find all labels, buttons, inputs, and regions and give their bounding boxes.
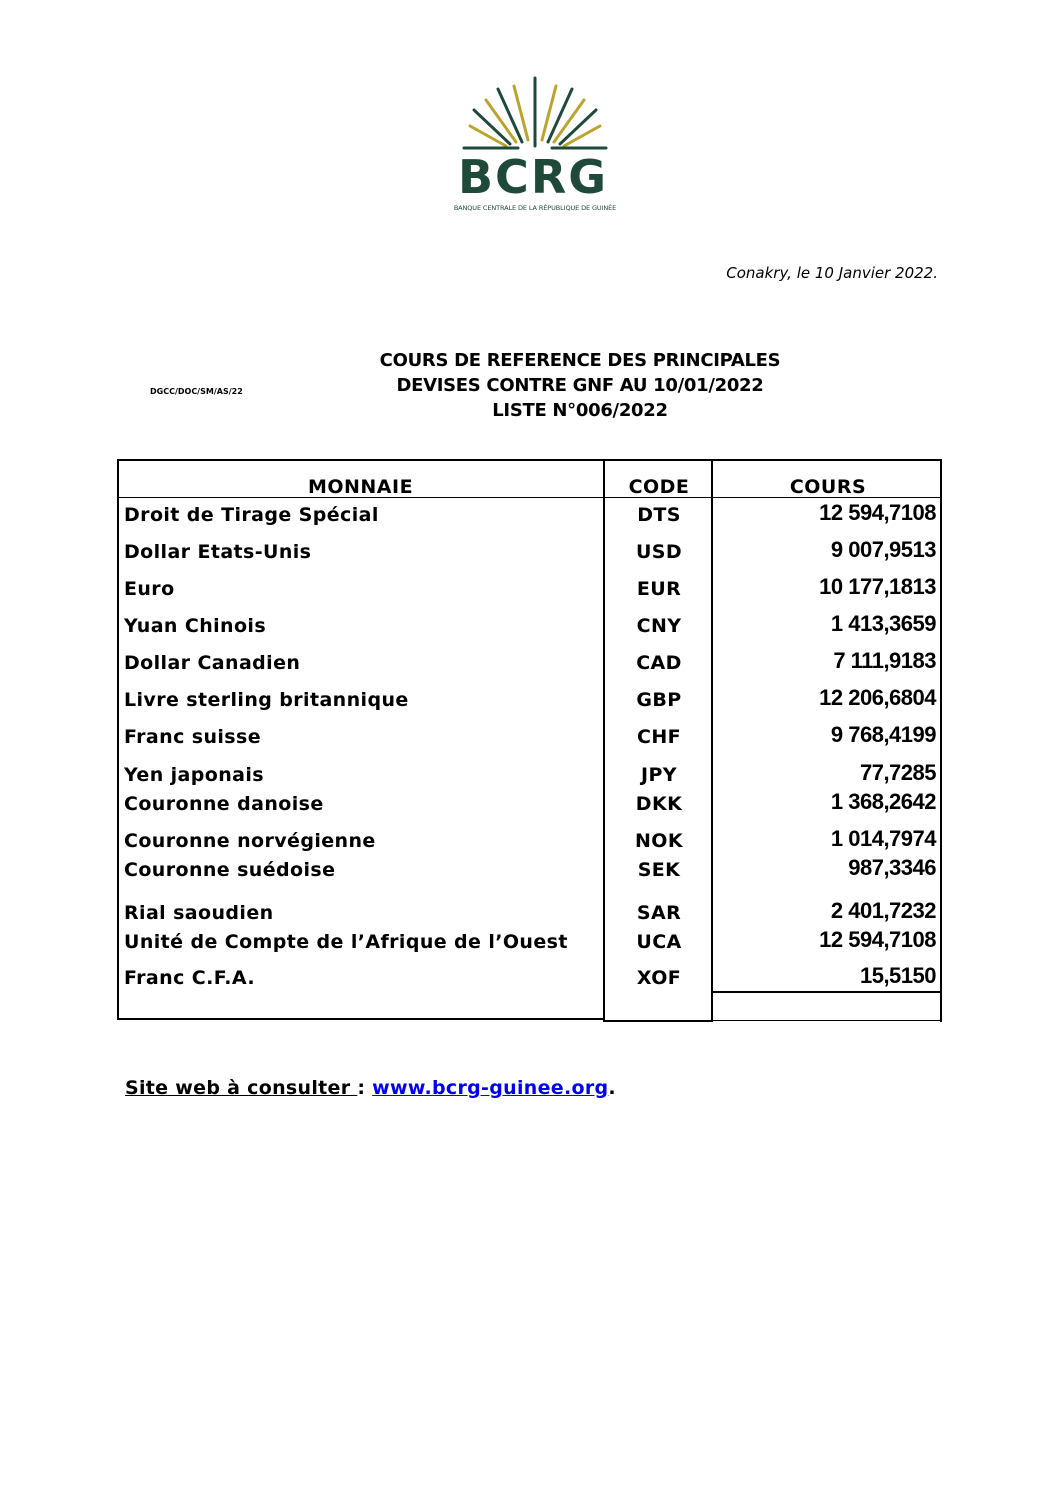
cell-cours: 9 007,9513 xyxy=(830,537,936,562)
cell-cours: 1 413,3659 xyxy=(830,611,936,636)
cell-monnaie: Droit de Tirage Spécial xyxy=(124,504,379,526)
cell-monnaie: Rial saoudien xyxy=(124,902,274,924)
cell-cours: 10 177,1813 xyxy=(819,574,936,599)
cell-code: SEK xyxy=(637,859,681,881)
cours-bottom-line xyxy=(712,1020,942,1021)
cell-monnaie: Couronne danoise xyxy=(124,793,324,815)
cell-cours: 2 401,7232 xyxy=(830,898,936,923)
table-row xyxy=(0,855,1058,883)
cell-code: JPY xyxy=(641,764,677,786)
cell-code: DTS xyxy=(637,504,681,526)
cell-cours: 15,5150 xyxy=(859,963,936,988)
cell-monnaie: Yen japonais xyxy=(124,764,264,786)
cell-cours: 77,7285 xyxy=(859,760,936,785)
table-row xyxy=(0,611,1058,639)
bcrg-logo xyxy=(430,72,640,222)
title-line-3: LISTE N°006/2022 xyxy=(492,400,668,421)
cell-code: CAD xyxy=(636,652,682,674)
cell-cours: 1 368,2642 xyxy=(830,789,936,814)
table-row xyxy=(0,574,1058,602)
table-row xyxy=(0,500,1058,528)
footer-label: Site web à consulter xyxy=(125,1077,358,1099)
table-row xyxy=(0,685,1058,713)
cell-monnaie: Dollar Etats-Unis xyxy=(124,541,312,563)
cell-code: GBP xyxy=(636,689,682,711)
footer-separator: : xyxy=(357,1077,373,1099)
cell-code: SAR xyxy=(636,902,682,924)
cell-monnaie: Yuan Chinois xyxy=(124,615,267,637)
cell-monnaie: Couronne suédoise xyxy=(124,859,336,881)
table-row xyxy=(0,648,1058,676)
logo-wordmark: BCRG xyxy=(458,150,608,204)
cell-code: USD xyxy=(635,541,683,563)
cell-monnaie: Franc suisse xyxy=(124,726,262,748)
cell-code: EUR xyxy=(636,578,682,600)
header-monnaie: MONNAIE xyxy=(307,476,414,498)
cell-cours: 1 014,7974 xyxy=(830,826,936,851)
cell-cours: 12 594,7108 xyxy=(819,927,936,952)
cell-code: NOK xyxy=(635,830,683,852)
cell-cours: 12 206,6804 xyxy=(819,685,936,710)
table-row xyxy=(0,760,1058,788)
cell-monnaie: Euro xyxy=(124,578,175,600)
table-row xyxy=(0,963,1058,991)
sunburst-icon xyxy=(430,72,640,152)
table-row xyxy=(0,927,1058,955)
cell-code: XOF xyxy=(636,967,682,989)
document-title xyxy=(340,348,820,423)
header-code: CODE xyxy=(628,476,690,498)
table-row xyxy=(0,722,1058,750)
header-cours: COURS xyxy=(789,476,867,498)
cell-cours: 7 111,9183 xyxy=(833,648,936,673)
footer-period: . xyxy=(608,1077,616,1099)
cell-monnaie: Unité de Compte de l’Afrique de l’Ouest xyxy=(124,931,568,953)
title-line-2: DEVISES CONTRE GNF AU 10/01/2022 xyxy=(396,375,764,396)
cell-monnaie: Franc C.F.A. xyxy=(124,967,255,989)
cell-code: CHF xyxy=(636,726,682,748)
table-row xyxy=(0,826,1058,854)
document-reference: DGCC/DOC/SM/AS/22 xyxy=(150,387,243,396)
cell-cours: 12 594,7108 xyxy=(819,500,936,525)
title-line-1: COURS DE REFERENCE DES PRINCIPALES xyxy=(379,350,781,371)
cell-code: DKK xyxy=(635,793,683,815)
cell-cours: 987,3346 xyxy=(848,855,936,880)
cell-code: CNY xyxy=(636,615,682,637)
table-row xyxy=(0,789,1058,817)
cell-code: UCA xyxy=(636,931,682,953)
footer-website xyxy=(125,1077,616,1099)
table-row xyxy=(0,537,1058,565)
date-line: Conakry, le 10 Janvier 2022. xyxy=(726,264,938,282)
table-row xyxy=(0,898,1058,926)
cell-monnaie: Couronne norvégienne xyxy=(124,830,376,852)
cell-monnaie: Dollar Canadien xyxy=(124,652,301,674)
cell-monnaie: Livre sterling britannique xyxy=(124,689,409,711)
cours-divider xyxy=(712,991,942,993)
cell-cours: 9 768,4199 xyxy=(830,722,936,747)
website-link[interactable]: www.bcrg-guinee.org xyxy=(372,1077,609,1099)
logo-subtitle: BANQUE CENTRALE DE LA RÉPUBLIQUE DE GUINÉE xyxy=(453,204,617,212)
